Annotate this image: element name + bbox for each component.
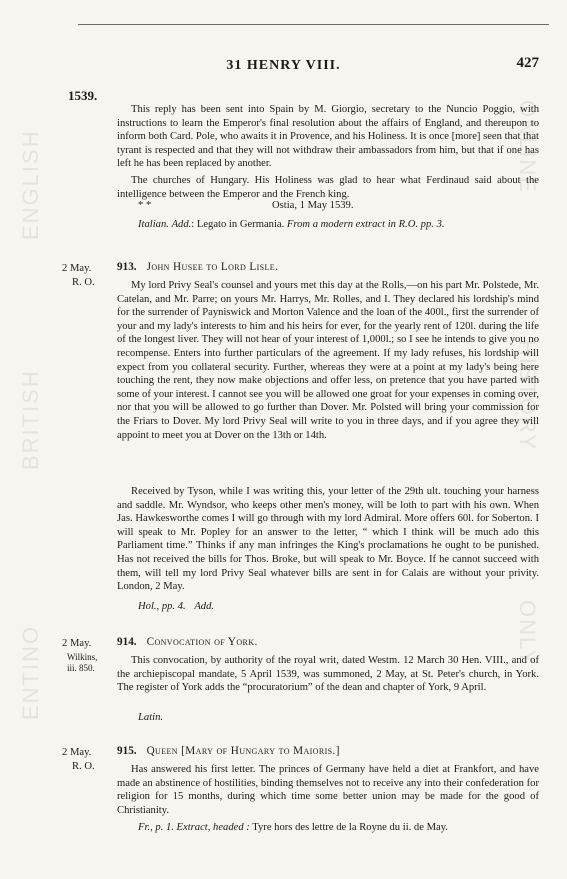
entry-913-heading: John Husee to Lord Lisle.: [146, 261, 279, 273]
entry-913-note-add: Add.: [194, 601, 215, 612]
page-number: 427: [516, 55, 539, 71]
intro-note-addr: : Legato in Germania.: [191, 219, 285, 230]
entry-915-heading-line: [117, 744, 340, 758]
entry-915-note-tail: Tyre hors des lettre de la Royne du ii. de May.: [252, 822, 448, 833]
entry-915-ref: R. O.: [72, 761, 95, 772]
watermark-left-top: ENGLISH: [18, 129, 43, 240]
entry-913-paragraph-1: My lord Privy Seal's counsel and yours met this day at the Rolls,—on his part Mr. Polstede, Mr. Catelan, and Mr. Parre; on yours Mr. Harrys, Mr. Rolles, and I. They declared his lordship's mind for the surrender of Payniswick and Morton Valence and the loan of the 400l., first the surrender of your and my lady's interests to him and his heirs for ever, for the yearly rent of 120l. during the life of the longest liver. They will not hear of your interest of 1,000l.; so I see he intends to give you no recompense. Enters into further particulars of the agreement. If my lady refuses, his lordship will expect from you collateral security. Further, whereas they were at a point at my lady's being here touching the rent, they now make objections and offer less, on pretence that you have parted with some of your interest. I cannot see you will be allowed one groat for your expenses in coming over, nor that you will be allowed to go further than Dover. Mr. Polsted will bring your commission for the Friars to Dover. My lord Privy Seal will write to you in three days, and if you agree they will appoint to meet you at Dover on the 13th or 14th.: [117, 280, 539, 441]
header-rule: [78, 24, 549, 25]
entry-915-paragraph-1: Has answered his first letter. The princes of Germany have held a diet at Frankfort, and have made an abstinence of hostilities, binding themselves not to receive any into their confederation for religion for 15 months, during which time some better union may be made for the good of Christianity.: [117, 764, 539, 816]
entry-913-paragraph-2: Received by Tyson, while I was writing this, your letter of the 29th ult. touching your harness and saddle. Mr. Wyndsor, who keeps other men's money, will be loth to part with his own. When Jas. Hawkesworthe comes I will go through with my lord Admiral. More offers 60l. for Soberton. I will speak to Mr. Popley for an answer to the letter, “ which I think will be much ado this Parliament time.” Thinks if any man infringes the King's proclamations he ought to be punished. Has not received the bills for Thos. Broke, but will speak to Mr. Boyce. If he cannot succeed with them, will tell my lord Privy Seal whatever bills are sent in for Calais are without your privity. London, 2 May.: [117, 486, 539, 593]
intro-paragraph-2: The churches of Hungary. His Holiness was glad to hear what Ferdinaud said about the intelligence between the Emperor and the French king.: [117, 175, 539, 200]
entry-915-number: 915.: [117, 745, 137, 757]
entry-915-heading: Queen [Mary of Hungary to Maioris.]: [146, 745, 340, 757]
entry-913-heading-line: [117, 260, 278, 274]
intro-stars: * *: [138, 200, 152, 211]
entry-914-number: 914.: [117, 636, 137, 648]
watermark-right-top: ONLINE: [515, 100, 540, 194]
entry-914-note-latin: Latin.: [138, 712, 164, 723]
watermark-left-low: ENTINO: [18, 624, 43, 720]
entry-913-note: [138, 600, 214, 613]
watermark-right-mid: HISTORY: [515, 340, 540, 451]
entry-914-note: [138, 711, 163, 724]
running-title: 31 HENRY VIII.: [226, 58, 341, 73]
entry-915-date: 2 May.: [62, 747, 92, 758]
intro-note-lang: Italian.: [138, 219, 169, 230]
intro-note-addr-label: Add.: [171, 219, 192, 230]
entry-915-note-extract: Fr., p. 1. Extract, headed :: [138, 822, 250, 833]
year-marker: 1539.: [68, 88, 98, 103]
entry-913-date: 2 May.: [62, 263, 92, 274]
intro-place-date: Ostia, 1 May 1539.: [272, 200, 354, 211]
intro-paragraph-1: This reply has been sent into Spain by M. Giorgio, secretary to the Nuncio Poggio, with instructions to learn the Emperor's final resolution about the affairs of England, and thereupon to inform both Card. Pole, who awaits it in Provence, and his Holiness. It is once [more] seen that that tyrant is respected and that they will not withdraw their ambassadors from him, but that if one has left he has been replaced by another.: [117, 104, 539, 170]
entry-913-note-hol: Hol., pp. 4.: [138, 601, 186, 612]
entry-915-note: [138, 821, 448, 834]
entry-914-heading: Convocation of York.: [146, 636, 258, 648]
entry-914-paragraph-1: This convocation, by authority of the royal writ, dated Westm. 12 March 30 Hen. VIII., and of the archiepiscopal mandate, 5 April 1539, was summoned, 2 May, at St. Peter's church, in York. The register of York adds the “procuratorium” of the dean and chapter of York, 9 April.: [117, 655, 539, 694]
intro-note-source: From a modern extract in R.O. pp. 3.: [286, 219, 445, 230]
entry-914-date: 2 May.: [62, 638, 92, 649]
entry-914-ref: Wilkins, iii. 850.: [67, 652, 98, 673]
watermark-right-low: ONLY: [515, 600, 540, 667]
watermark-left-mid: BRITISH: [18, 369, 43, 470]
entry-913-ref: R. O.: [72, 277, 95, 288]
intro-note: [138, 218, 445, 231]
entry-914-heading-line: [117, 635, 258, 649]
entry-913-number: 913.: [117, 261, 137, 273]
